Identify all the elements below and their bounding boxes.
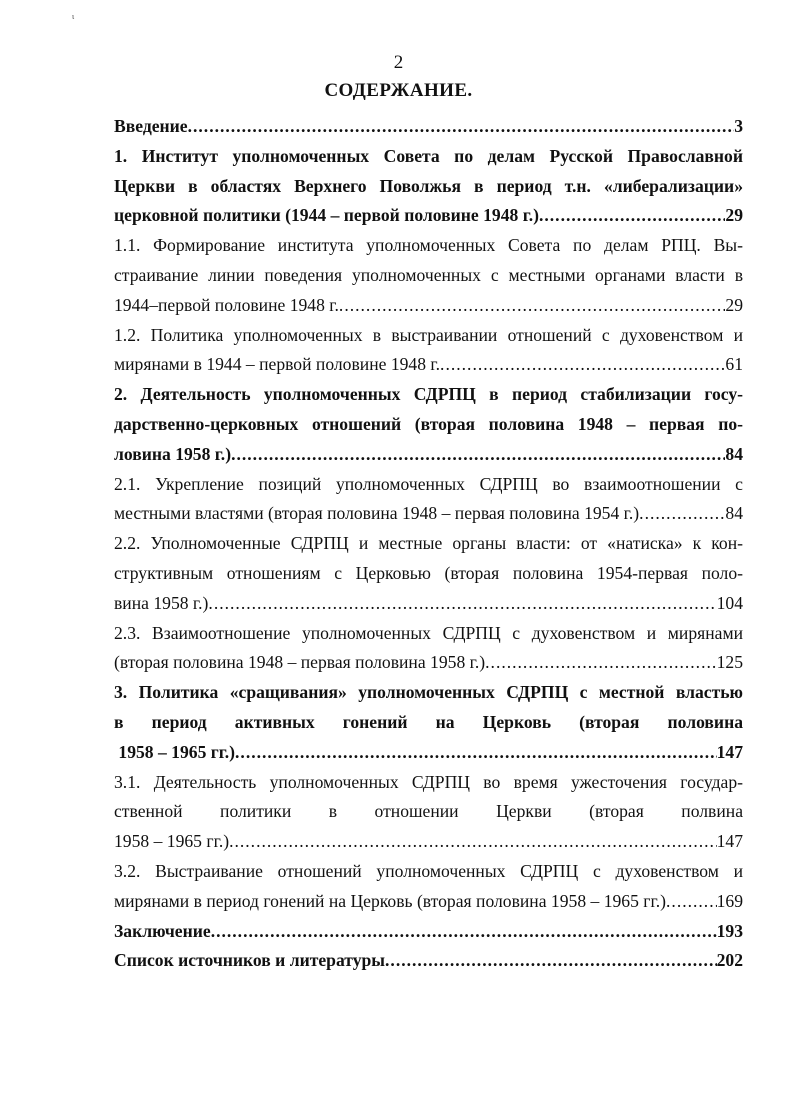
toc-entry-line: 2.3. Взаимоотношение уполномоченных СДРПЦ с духовенством и мирянами <box>114 622 743 643</box>
toc-entry-text: мирянами в 1944 – первой половине 1948 г. <box>114 354 441 375</box>
toc-page-number: 29 <box>725 205 743 226</box>
toc-entry-last-line <box>114 499 743 529</box>
toc-entry[interactable] <box>114 231 743 320</box>
toc-entry-line: 1.2. Политика уполномоченных в выстраивании отношений с духовенством и <box>114 324 743 345</box>
toc-entry-text: местными властями (вторая половина 1948 – первая половина 1954 г.) <box>114 503 640 524</box>
toc-page-number: 84 <box>725 443 743 464</box>
toc-entry-last-line <box>114 291 743 321</box>
dot-leader <box>666 887 717 917</box>
toc-entry-line: 2. Деятельность уполномоченных СДРПЦ в период стабилизации госу- <box>114 384 743 405</box>
toc-page-number: 147 <box>716 831 743 852</box>
toc-entry-line: 1.1. Формирование института уполномоченных Совета по делам РПЦ. Вы- <box>114 235 743 256</box>
toc-entry-last-line <box>114 946 743 976</box>
toc-entry-text: вина 1958 г.) <box>114 592 209 613</box>
dot-leader <box>485 648 716 678</box>
toc-entry-line: Церкви в областях Верхнего Поволжья в период т.н. «либерализации» <box>114 175 743 196</box>
toc-entry-line: в период активных гонений на Церковь (вторая половина <box>114 711 743 732</box>
toc-entry-line: дарственно-церковных отношений (вторая половина 1948 – первая по- <box>114 413 743 434</box>
toc-entry-line: страивание линии поведения уполномоченных с местными органами власти в <box>114 264 743 285</box>
page-title: СОДЕРЖАНИЕ. <box>324 80 473 101</box>
toc-entry-last-line <box>114 350 743 380</box>
dot-leader <box>211 917 717 947</box>
dot-leader <box>188 112 735 142</box>
toc-entry-last-line <box>114 648 743 678</box>
toc-entry-last-line <box>114 887 743 917</box>
dot-leader <box>539 201 725 231</box>
toc-entry-last-line <box>114 201 743 231</box>
dot-leader <box>339 291 725 321</box>
toc-entry[interactable] <box>114 768 743 857</box>
toc-entry-line: 2.2. Уполномоченные СДРПЦ и местные органы власти: от «натиска» к кон- <box>114 533 743 554</box>
toc-entry[interactable] <box>114 857 743 917</box>
toc-entry-last-line <box>114 589 743 619</box>
toc-entry-text: Заключение <box>114 920 211 941</box>
toc-entry-text: (вторая половина 1948 – первая половина 1958 г.) <box>114 652 486 673</box>
toc-entry-last-line <box>114 917 743 947</box>
toc-entry[interactable] <box>114 619 743 679</box>
toc-entry-line: структивным отношениям с Церковью (вторая половина 1954-первая поло- <box>114 562 743 583</box>
toc-entry-last-line <box>114 440 743 470</box>
toc-page-number: 147 <box>716 741 743 762</box>
toc-entry-text: 1958 – 1965 гг.) <box>114 741 236 762</box>
toc-entry-text: Список источников и литературы <box>114 950 386 971</box>
toc-entry-last-line <box>114 112 743 142</box>
table-of-contents <box>114 112 743 976</box>
dot-leader <box>231 440 725 470</box>
page-number: 2 <box>393 52 404 73</box>
toc-entry-text: ловина 1958 г.) <box>114 443 232 464</box>
toc-entry[interactable] <box>114 529 743 618</box>
toc-page-number: 125 <box>716 652 743 673</box>
dot-leader <box>639 499 725 529</box>
toc-entry[interactable] <box>114 321 743 381</box>
toc-page-number: 29 <box>725 294 743 315</box>
dot-leader <box>385 946 717 976</box>
dot-leader <box>235 738 717 768</box>
toc-entry[interactable] <box>114 112 743 142</box>
toc-entry-line: 3. Политика «сращивания» уполномоченных СДРПЦ с местной властью <box>114 682 743 703</box>
toc-entry-text: Введение <box>114 116 188 136</box>
dot-leader <box>208 589 716 619</box>
toc-entry-text: 1958 – 1965 гг.) <box>114 831 230 852</box>
toc-entry-line: 2.1. Укрепление позиций уполномоченных СДРПЦ во взаимоотношении с <box>114 473 743 494</box>
toc-entry-last-line <box>114 738 743 768</box>
toc-page-number: 104 <box>716 592 743 613</box>
toc-entry[interactable] <box>114 380 743 469</box>
toc-entry[interactable] <box>114 917 743 947</box>
toc-entry-last-line <box>114 827 743 857</box>
toc-entry-line: 3.2. Выстраивание отношений уполномоченных СДРПЦ с духовенством и <box>114 860 743 881</box>
toc-entry-text: церковной политики (1944 – первой половине 1948 г.) <box>114 205 539 226</box>
toc-page-number: 84 <box>725 503 743 524</box>
toc-page-number: 193 <box>716 920 743 941</box>
toc-entry-line: 3.1. Деятельность уполномоченных СДРПЦ во время ужесточения государ- <box>114 771 743 792</box>
toc-entry-text: мирянами в период гонений на Церковь (вторая половина 1958 – 1965 гг.) <box>114 890 667 911</box>
toc-entry[interactable] <box>114 946 743 976</box>
toc-entry-text: 1944–первой половине 1948 г. <box>114 294 339 315</box>
toc-entry[interactable] <box>114 678 743 767</box>
toc-entry-line: ственной политики в отношении Церкви (вторая полвина <box>114 801 743 822</box>
dot-leader <box>229 827 717 857</box>
toc-entry[interactable] <box>114 142 743 231</box>
corner-mark: ɩ <box>72 12 75 21</box>
dot-leader <box>440 350 725 380</box>
toc-entry[interactable] <box>114 470 743 530</box>
toc-page-number: 169 <box>716 890 743 911</box>
toc-page-number: 3 <box>734 116 743 136</box>
toc-entry-line: 1. Институт уполномоченных Совета по делам Русской Православной <box>114 145 743 166</box>
toc-page-number: 202 <box>716 950 743 971</box>
toc-page-number: 61 <box>725 354 743 375</box>
